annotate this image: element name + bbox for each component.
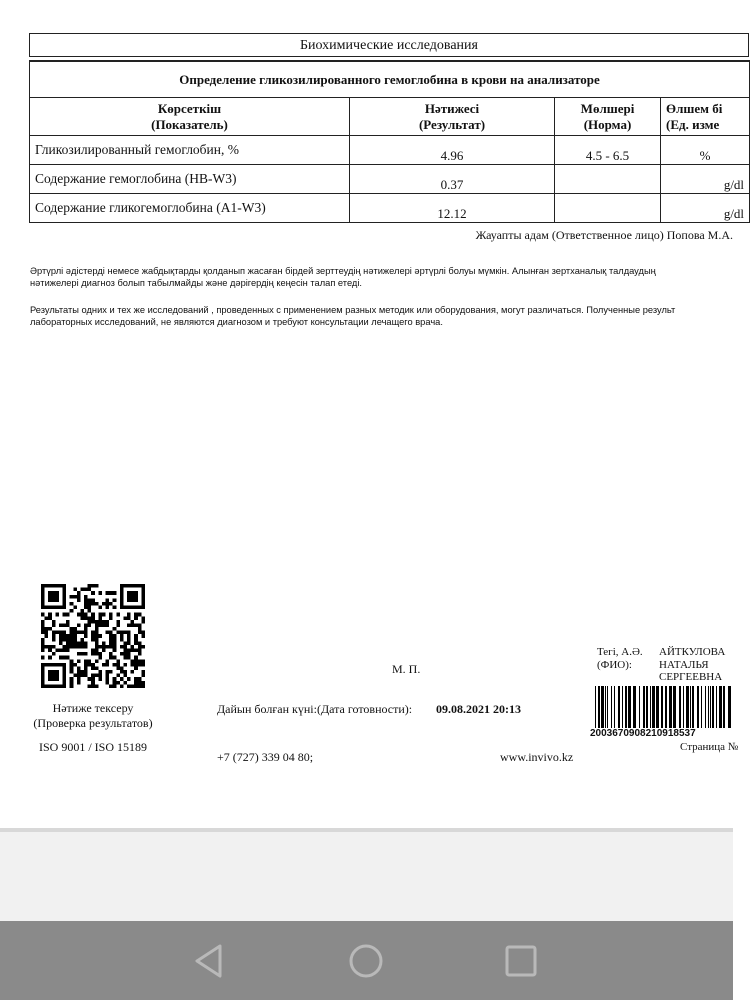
row-unit: g/dl (661, 194, 750, 223)
column-header-unit: Өлшем бі (Ед. изме (661, 98, 750, 136)
row-unit: g/dl (661, 165, 750, 194)
home-icon (348, 943, 384, 979)
row-norm (555, 165, 661, 194)
ready-date-label: Дайын болған күні:(Дата готовности): (217, 702, 413, 716)
row-result: 0.37 (350, 165, 555, 194)
signature-label: Тегі, А.Ә. (ФИО): (597, 646, 643, 671)
stamp-placeholder: М. П. (392, 662, 421, 676)
table-caption: Определение гликозилированного гемоглобина в крови на анализаторе (30, 61, 750, 98)
column-header-norm: Мөлшері (Норма) (555, 98, 661, 136)
table-header-row (30, 98, 750, 136)
page-number: Страница № (680, 741, 739, 753)
iso-standards: ISO 9001 / ISO 15189 (38, 740, 147, 754)
row-norm: 4.5 - 6.5 (555, 136, 661, 165)
table-row (30, 136, 750, 165)
column-header-indicator: Көрсеткіш (Показатель) (30, 98, 350, 136)
disclaimer-ru-line-2: лабораторных исследований, не являются диагнозом и требуют консультации лечащего врача. (30, 317, 443, 327)
website-link[interactable]: www.invivo.kz (500, 750, 574, 764)
barcode-number: 2003670908210918537 (590, 728, 696, 739)
signature-name: АЙТКУЛОВА НАТАЛЬЯ СЕРГЕЕВНА (659, 646, 726, 683)
qr-code[interactable] (40, 584, 146, 688)
row-result: 4.96 (350, 136, 555, 165)
section-title: Биохимические исследования (29, 33, 749, 57)
responsible-person: Жауапты адам (Ответственное лицо) Попова М.А. (475, 228, 733, 242)
disclaimer-kz-line-1: Әртүрлі әдістерді немесе жабдықтарды қолданып жасаған бірдей зерттеудің нәтижелері әртүрлі болуы мүмкін. Алынған зертханалық талдаудың (30, 266, 656, 276)
recents-button[interactable] (481, 921, 561, 1000)
row-name: Содержание гемоглобина (HB-W3) (30, 165, 350, 194)
results-table (29, 60, 750, 223)
row-name: Гликозилированный гемоглобин, % (30, 136, 350, 165)
disclaimer-kz-line-2: нәтижелері диагноз болып табылмайды және дәрігердің кеңесін талап етеді. (30, 278, 362, 288)
qr-caption: Нәтиже тексеру (Проверка результатов) (33, 701, 153, 730)
disclaimer-ru-line-1: Результаты одних и тех же исследований , проведенных с применением разных методик или оборудования, могут различаться. Полученные результ (30, 305, 676, 315)
ready-date-value: 09.08.2021 20:13 (436, 702, 521, 716)
navigation-bar (0, 921, 733, 1000)
recents-icon (504, 944, 538, 978)
back-button[interactable] (169, 921, 249, 1000)
column-header-result: Нәтижесі (Результат) (350, 98, 555, 136)
phone-number: +7 (727) 339 04 80; (217, 750, 314, 764)
table-row (30, 165, 750, 194)
home-button[interactable] (326, 921, 406, 1000)
row-name: Содержание гликогемоглобина (A1-W3) (30, 194, 350, 223)
table-row (30, 194, 750, 223)
row-unit: % (661, 136, 750, 165)
barcode (594, 686, 734, 728)
back-icon (192, 943, 226, 979)
viewer-background (0, 832, 733, 921)
row-norm (555, 194, 661, 223)
row-result: 12.12 (350, 194, 555, 223)
